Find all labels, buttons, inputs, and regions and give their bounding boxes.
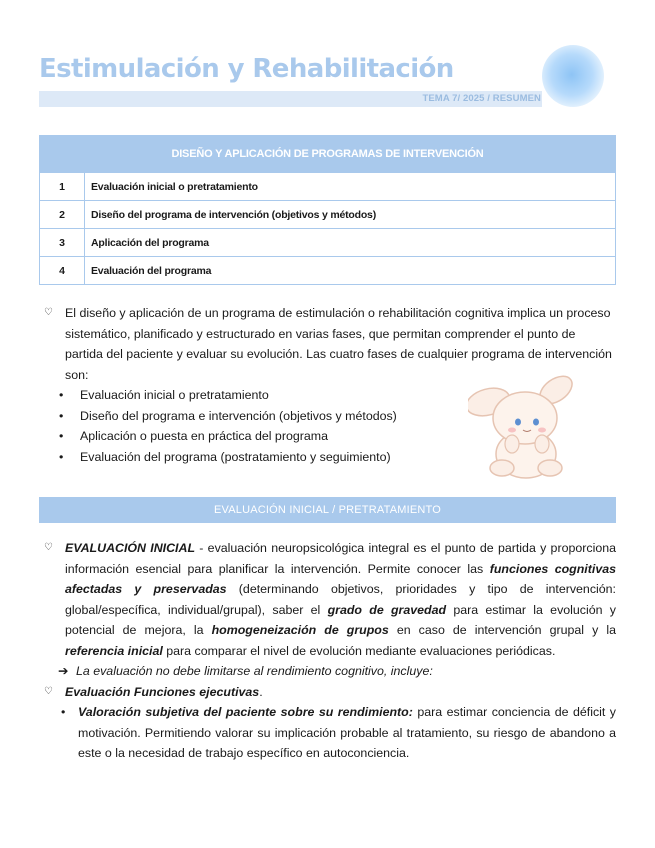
intro-text: El diseño y aplicación de un programa de estimulación o rehabilitación cognitiva implica un proceso sistemático, planificado y estructurado en varias fases, que permitan comprender el punto de partida del paciente y evaluar su evolución. Las cuatro fases de cualquier programa de intervención son: [65, 306, 612, 382]
table-row [40, 229, 616, 257]
row-text: Diseño del programa de intervención (objetivos y métodos) [85, 201, 616, 229]
cinnamoroll-illustration [468, 372, 578, 480]
heart-icon: ♡ [44, 542, 53, 553]
table-row [40, 201, 616, 229]
decorative-blue-bubble [542, 45, 604, 107]
paragraph-text: para comparar el nivel de evolución mediante evaluaciones periódicas. [162, 643, 556, 658]
bullet-icon: • [61, 705, 66, 719]
bold-term: EVALUACIÓN INICIAL [65, 541, 196, 555]
paragraph-text: para estimar la evolución y potencial de mejora, la [65, 602, 616, 637]
bold-term: referencia inicial [65, 643, 163, 658]
phases-table-header: DISEÑO Y APLICACIÓN DE PROGRAMAS DE INTERVENCIÓN [40, 136, 616, 173]
page-title: Estimulación y Rehabilitación [39, 54, 454, 84]
row-text: Aplicación del programa [85, 229, 616, 257]
heart-icon: ♡ [44, 685, 53, 697]
row-text: Evaluación del programa [85, 257, 616, 285]
paragraph-text: para estimar conciencia de déficit y motivación. Permitiendo valorar su implicación probable al tratamiento, su riesgo de abandono a este o la necesidad de trabajo específico en autoconciencia. [78, 705, 617, 760]
list-item: • Aplicación o puesta en práctica del programa [59, 426, 616, 447]
paragraph-text: - evaluación neuropsicológica integral es el punto de partida y proporciona información esencial para planificar la intervención. Permite conocer las [65, 541, 617, 576]
row-number: 4 [40, 257, 85, 285]
list-item: • Evaluación inicial o pretratamiento [59, 385, 616, 406]
arrow-note [44, 661, 616, 682]
table-row [40, 173, 616, 201]
bold-term: Valoración subjetiva del paciente sobre su rendimiento: [78, 705, 413, 719]
row-text: Evaluación inicial o pretratamiento [85, 173, 616, 201]
subjective-assessment-item [44, 702, 616, 764]
phases-table [39, 135, 616, 285]
bold-term: Evaluación Funciones ejecutivas [65, 684, 260, 699]
executive-functions-item [44, 682, 616, 703]
tema-label: TEMA 7/ 2025 / RESUMEN [422, 93, 541, 104]
table-row [40, 257, 616, 285]
paragraph-text: . [259, 684, 263, 699]
arrow-note-text: La evaluación no debe limitarse al rendimiento cognitivo, incluye: [76, 664, 433, 678]
row-number: 3 [40, 229, 85, 257]
arrow-right-icon: ➔ [58, 664, 69, 678]
heart-icon: ♡ [44, 307, 53, 318]
list-item: • Diseño del programa e intervención (objetivos y métodos) [59, 406, 616, 427]
row-number: 2 [40, 201, 85, 229]
paragraph-text: (determinando objetivos, prioridades y tipo de intervención: global/específica, individual/grupal), saber el [65, 582, 616, 617]
bold-term: funciones cognitivas afectadas y preservadas [65, 561, 616, 596]
section-header-evaluacion: EVALUACIÓN INICIAL / PRETRATAMIENTO [39, 497, 616, 523]
bold-term: grado de gravedad [327, 602, 447, 617]
list-item: • Evaluación del programa (postratamiento y seguimiento) [59, 447, 616, 468]
evaluation-paragraph [44, 538, 616, 661]
paragraph-text: en caso de intervención grupal y la [388, 623, 616, 637]
evaluation-section [44, 538, 616, 764]
bold-term: homogeneización de grupos [211, 623, 389, 637]
row-number: 1 [40, 173, 85, 201]
